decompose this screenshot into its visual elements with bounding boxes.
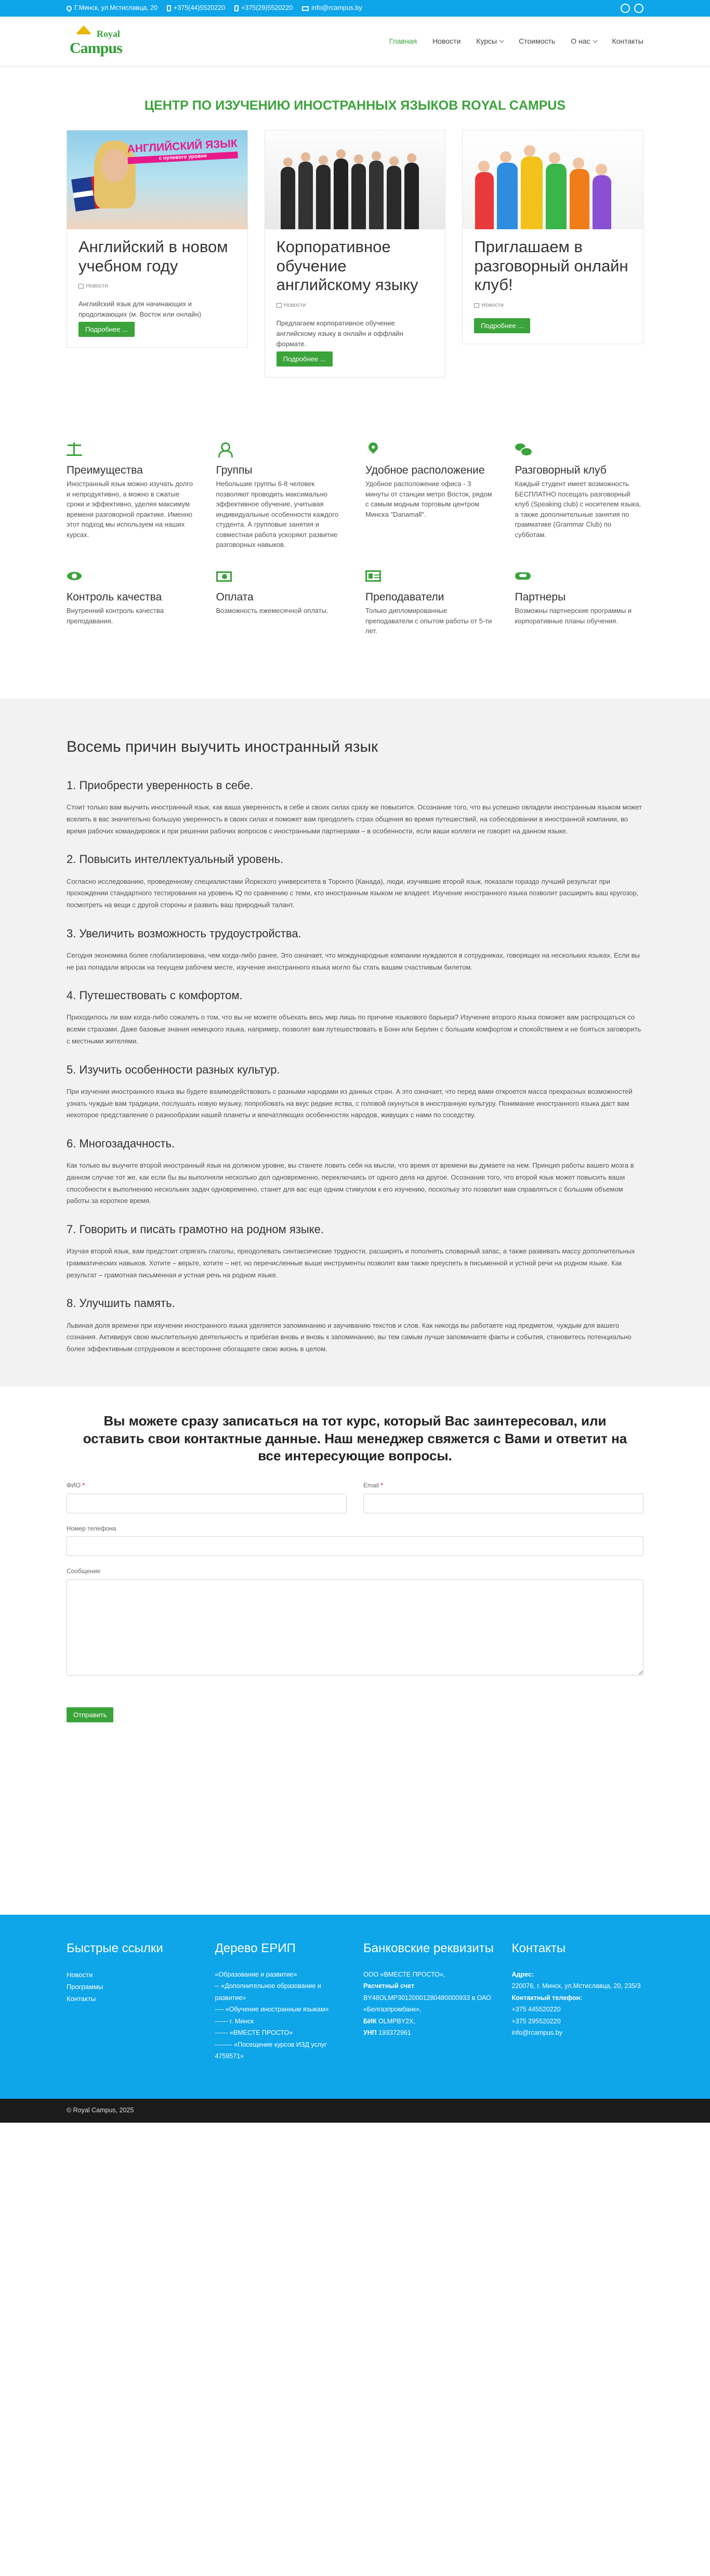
email-label-text: Email (363, 1482, 379, 1489)
person-graphic (369, 161, 384, 229)
reason-title: 2. Повысить интеллектуальный уровень. (67, 853, 284, 866)
bank-line (363, 2027, 495, 2039)
reason-text: Приходилось ли вам когда-либо сожалеть о том, что вы не можете объехать весь мир лишь по причине языкового барьера? Изучение второго языка поможет вам распрощаться со всеми страхами. Даже базовые знания немецкого языка, например, позволят вам путешествовать в Бонн или Берлин с большим комфортом и спокойствием и не бояться заговорить с местными жителями. (67, 1013, 641, 1045)
feature-item (515, 440, 644, 550)
nav-contacts[interactable] (612, 36, 643, 47)
telegram-icon[interactable] (634, 4, 643, 13)
feature-text: Иностранный язык можно изучать долго и непродуктивно, а можно в сжатые сроки и эффективно, уделяя максимум времени разговорной практике. Именно этот подход мы используем на наших курсах. (67, 480, 193, 539)
bank-line (363, 1992, 495, 2016)
bank-account: BY48OLMP30120001280480000933 в ОАО «Белгазпромбанк», (363, 1994, 491, 2013)
feature-text: Каждый студент имеет возможность БЕСПЛАТНО посещать разговорный клуб (Speaking club) с носителем языка, а также дополнительные занятия по грамматике (Grammar Club) по субботам. (515, 480, 641, 539)
person-graphic (281, 167, 295, 229)
erip-line: «Образование и развитие» (215, 1970, 297, 1978)
reason-text: При изучении иностранного языка вы будете взаимодействовать с разными народами из данных стран. А это означает, что перед вами откроется масса прекрасных возможностей узнать чуждые вам традиции, послушать новую музыку, попробовать на вкус редкие яства, с головой окунуться в иностранную культуру. Понимание иностранного языка даст вам некоторое представление о разнообразии нашей планеты и впечатляющих особенностях народов, живущих с нами по соседству. (67, 1087, 633, 1119)
address-text: Г.Минск, ул.Мстиславца, 20 (74, 4, 158, 12)
card-excerpt: Английский язык для начинающих и продолжающих (м. Восток или онлайн) (78, 300, 202, 319)
person-graphic (521, 156, 543, 229)
phone-icon (167, 5, 171, 11)
image-caption-small: с нулевого уровня (128, 151, 239, 164)
user-icon (216, 442, 232, 456)
unp-value: 193372961 (376, 2029, 411, 2037)
name-label (67, 1481, 347, 1490)
category-label: Новости (481, 302, 504, 308)
person-graphic (546, 164, 567, 229)
nav-label: Контакты (612, 37, 643, 46)
phone-icon (234, 5, 239, 11)
reason-title: 4. Путешествовать с комфортом. (67, 989, 243, 1002)
feature-item (515, 567, 644, 636)
feature-title: Группы (216, 464, 253, 477)
feature-item (365, 440, 494, 550)
bank-company: ООО «ВМЕСТЕ ПРОСТО», (363, 1970, 445, 1978)
nav-home[interactable] (389, 36, 417, 47)
features-grid (67, 440, 643, 636)
person-graphic (351, 164, 366, 229)
id-card-icon (365, 570, 381, 582)
person-graphic (570, 169, 589, 229)
footer-heading: Быстрые ссылки (67, 1941, 163, 1955)
phone-1-link[interactable]: +375(44)5520220 (174, 4, 226, 12)
unp-label: УНП (363, 2029, 377, 2037)
person-graphic (298, 162, 313, 229)
nav-label: Главная (389, 37, 417, 46)
reason-text: Сегодня экономика более глобализирована, чем когда-либо ранее. Это означает, что международные компании нуждаются в сотрудниках, говорящих на нескольких языках. Если вы не раз попадали впросак на текущем рабочем месте, изучение иностранного языка могло бы стать вашим счастливым билетом. (67, 951, 640, 971)
address-item (67, 3, 157, 13)
feature-item (67, 440, 195, 550)
site-footer (0, 1915, 710, 2099)
read-more-button[interactable]: Подробнее ... (277, 351, 333, 367)
feature-text: Возможны партнерские программы и корпоративные планы обучения. (515, 607, 632, 625)
reason-item (67, 925, 643, 974)
folder-icon (78, 284, 84, 289)
reason-item (67, 777, 643, 837)
person-graphic (593, 175, 611, 229)
folder-icon (277, 303, 282, 308)
reason-text: Как только вы выучите второй иностранный язык на должном уровне, вы станете ловить себя на мысли, что время от времени вы думаете на нем. Принцип работы вашего мозга в данном случае тот же, как если бы вы выполняли несколько дел одновременно, переключаясь от одного дела на другое. Осознание того, что второй язык может повысить ваши способности к выполнению нескольких задач одновременно, станет для вас еще одним стимулом к его изучению, поскольку это позволит вам справляться с большим объемом работы за короткое время. (67, 1161, 634, 1205)
news-card (265, 130, 446, 377)
reason-text: Изучая второй язык, вам предстоит спрягать глаголы, преодолевать синтаксические трудности, расширять и пополнять словарный запас, а также развивать массу дополнительных грамматических навыков. Хотите – верьте, хотите – нет, но перечисленные выше инструменты позволят вам также преуспеть в письменной и устной речи на родном языке. Как результат – грамотная письменная и устная речь на родном языке. (67, 1247, 635, 1279)
card-category[interactable] (474, 301, 632, 310)
crown-icon (77, 27, 90, 34)
nav-label: Курсы (476, 37, 497, 46)
phone-item[interactable] (234, 3, 293, 13)
logo-royal: Royal (97, 29, 120, 39)
feature-text: Небольшие группы 6-8 человек позволяют проводить максимально эффективное обучение, учитывая индивидуальные особенности каждого студента. А групповые занятия и совместная работа ускоряют развитие разговорных навыков. (216, 480, 338, 549)
email-field[interactable] (363, 1494, 643, 1513)
footer-phone-2[interactable]: +375 295520220 (511, 2017, 561, 2025)
bank-account-label: Расчетный счет (363, 1982, 415, 1990)
reason-item (67, 1135, 643, 1207)
message-label: Сообщение (67, 1567, 101, 1575)
news-card (462, 130, 643, 344)
form-heading: Вы можете сразу записаться на тот курс, который Вас заинтересовал, или оставить свои контактные данные. Наш менеджер свяжется с Вами и ответит на все интересующие вопросы. (83, 1413, 627, 1464)
email-item[interactable] (302, 3, 362, 13)
footer-heading: Дерево ЕРИП (215, 1941, 296, 1955)
feature-text: Внутренний контроль качества преподавания. (67, 607, 164, 625)
reason-title: 1. Приобрести уверенность в себе. (67, 779, 254, 792)
address-label: Адрес: (511, 1970, 534, 1978)
reason-title: 6. Многозадачность. (67, 1137, 175, 1150)
footer-phone-1[interactable]: +375 445520220 (511, 2006, 561, 2013)
nav-label: Новости (432, 37, 461, 46)
site-header (0, 17, 710, 67)
submit-button[interactable]: Отправить (67, 1707, 113, 1722)
reason-text: Львиная доля времени при изучении иностранного языка уделяется запоминанию и заучиванию текстов и слов. Как никогда вы работаете над предметом, чуждым для вашего сознания. Активируя свою мыслительную деятельность и прибегая вновь и вновь к запоминанию, вы тем самым лучше запоминаете факты и события, становитесь потенциально более эффективным сотрудником и всесторонне обогащаете свою жизнь в целом. (67, 1321, 632, 1353)
email-link[interactable]: info@rcampus.by (311, 4, 362, 12)
footer-link-programs[interactable]: Программы (67, 1983, 103, 1991)
nav-label: Стоимость (519, 37, 556, 46)
phone-item[interactable] (167, 3, 225, 13)
reason-item (67, 1221, 643, 1281)
person-graphic (334, 159, 348, 229)
reason-item (67, 851, 643, 911)
site-logo[interactable] (67, 25, 139, 58)
phone-label: Контактный телефон: (511, 1994, 583, 2002)
card-title[interactable]: Приглашаем в разговорный онлайн клуб! (474, 238, 628, 294)
reason-text: Стоит только вам выучить иностранный язык, как ваша уверенность в себе и своих силах сразу же повысится. Осознание того, что вы успешно овладели иностранным языком может вселить в вас значительно большую уверенность в своих силах и поможет вам преодолеть страх общения во время путешествий, на собеседовании в иностранной компании, во время рабочих командировок и при решении рабочих вопросов с иностранными партнерами – в особенности, если ваши коллеги не говорят на данном языке. (67, 803, 642, 835)
read-more-button[interactable]: Подробнее ... (474, 318, 530, 333)
phone-label: Номер телефона (67, 1524, 116, 1532)
read-more-button[interactable]: Подробнее ... (78, 322, 135, 337)
feature-title: Оплата (216, 591, 254, 603)
folder-icon (474, 303, 479, 308)
social-links (621, 4, 643, 13)
email-label (363, 1481, 643, 1490)
top-bar (0, 0, 710, 17)
footer-contacts (512, 1941, 644, 2062)
nav-news[interactable] (432, 36, 461, 47)
feature-item (365, 567, 494, 636)
reason-item (67, 1294, 643, 1355)
nav-courses[interactable] (476, 36, 503, 47)
handshake-icon (515, 569, 531, 583)
footer-email[interactable]: info@rcampus.by (511, 2029, 562, 2037)
bank-line (363, 2016, 495, 2028)
copyright-bar (0, 2099, 710, 2123)
feature-title: Партнеры (515, 591, 566, 603)
money-icon (216, 571, 232, 582)
category-label: Новости (283, 302, 306, 308)
card-excerpt: Предлагаем корпоративное обучение английскому языку в онлайн и оффлайн формате. (276, 319, 403, 348)
reason-title: 8. Улучшить память. (67, 1297, 175, 1310)
feature-title: Контроль качества (67, 591, 162, 603)
footer-quick-links (67, 1941, 199, 2062)
card-category[interactable] (78, 282, 236, 291)
erip-line: ------ г. Минск (215, 2017, 254, 2025)
feature-text: Только дипломированные преподаватели с опытом работы от 5-ти лет. (365, 607, 492, 635)
card-category[interactable] (277, 301, 434, 310)
chevron-down-icon (593, 38, 597, 43)
speaking-club-image[interactable] (463, 130, 643, 229)
feature-text: Возможность ежемесячной оплаты. (216, 607, 328, 615)
scale-icon (67, 442, 82, 456)
map-pin-icon (65, 5, 73, 12)
person-graphic (404, 163, 419, 229)
required-mark: * (380, 1482, 384, 1489)
image-caption (127, 138, 239, 164)
instagram-icon[interactable] (621, 4, 630, 13)
feature-text: Удобное расположение офиса - 3 минуты от станции метро Восток, рядом с самым модным торговым центром Минска "Danamall". (365, 480, 492, 518)
category-label: Новости (86, 283, 108, 290)
mail-icon (302, 6, 309, 11)
reason-title: 7. Говорить и писать грамотно на родном языке. (67, 1223, 324, 1236)
card-title[interactable]: Корпоративное обучение английскому языку (276, 238, 418, 294)
footer-heading: Банковские реквизиты (363, 1941, 494, 1955)
reason-text: Согласно исследованию, проведенному специалистами Йоркского университета в Торонто (Канада), люди, изучившие второй язык, показали гораздо лучший результат при прохождении стандартного тестирования на уровень IQ по сравнению с теми, кто иностранным языком не владеет. Изучение иностранного языка позволит расширить ваш кругозор, посмотреть на вещи с другой стороны и развить ваш природный талант. (67, 877, 639, 909)
feature-title: Преподаватели (365, 591, 444, 603)
name-field[interactable] (67, 1494, 347, 1513)
footer-link-news[interactable]: Новости (67, 1970, 93, 1979)
erip-line: ---- «Обучение иностранным языкам» (215, 2006, 329, 2013)
contact-form-section (0, 1387, 710, 1816)
nav-label: О нас (571, 37, 590, 46)
location-icon (365, 442, 381, 456)
name-label-text: ФИО (67, 1482, 81, 1489)
english-course-image[interactable] (67, 130, 247, 229)
bank-line (363, 1969, 495, 1981)
eye-icon (67, 569, 82, 583)
person-graphic (316, 165, 331, 229)
footer-link-contacts[interactable]: Контакты (67, 1995, 96, 2003)
feature-item (216, 567, 345, 636)
message-field[interactable] (67, 1579, 643, 1676)
page-title: ЦЕНТР ПО ИЗУЧЕНИЮ ИНОСТРАННЫХ ЯЗЫКОВ ROYAL CAMPUS (144, 98, 566, 113)
logo-campus: Campus (70, 40, 122, 57)
corporate-team-image[interactable] (265, 130, 445, 229)
nav-about[interactable] (571, 36, 596, 47)
feature-item (67, 567, 195, 636)
feature-item (216, 440, 345, 550)
chat-icon (515, 442, 531, 456)
erip-line: -------- «Посещение курсов ИЗД услуг 4759571» (215, 2041, 327, 2060)
feature-title: Разговорный клуб (515, 464, 607, 477)
person-graphic (475, 172, 494, 229)
person-graphic (497, 163, 518, 229)
bik-value: OLMPBY2X, (376, 2017, 415, 2025)
phone-2-link[interactable]: +375(29)5520220 (241, 4, 293, 12)
required-mark: * (82, 1482, 85, 1489)
news-card (67, 130, 248, 348)
reason-title: 3. Увеличить возможность трудоустройства. (67, 926, 301, 940)
bank-line (363, 1980, 495, 1992)
footer-bank-details (363, 1941, 495, 2062)
reason-item (67, 987, 643, 1047)
footer-erip (215, 1941, 347, 2062)
erip-line: ------ «ВМЕСТЕ ПРОСТО» (215, 2029, 293, 2037)
bik-label: БИК (363, 2017, 377, 2025)
reason-item (67, 1061, 643, 1121)
copyright-text: © Royal Campus, 2025 (67, 2107, 134, 2114)
face-graphic (101, 149, 128, 182)
nav-pricing[interactable] (519, 36, 555, 47)
reason-title: 5. Изучить особенности разных культур. (67, 1063, 280, 1076)
person-graphic (387, 166, 401, 229)
main-nav (389, 36, 643, 47)
erip-line: -- «Дополнительное образование и развитие» (215, 1982, 321, 2002)
reasons-section (0, 699, 710, 1387)
card-title[interactable]: Английский в новом учебном году (78, 238, 228, 275)
image-caption-big: АНГЛИЙСКИЙ ЯЗЫК (127, 137, 238, 155)
phone-field[interactable] (67, 1536, 643, 1556)
footer-address: 220076, г. Минск, ул.Мстиславца, 20, 235/3 (511, 1982, 641, 1990)
feature-title: Преимущества (67, 464, 143, 477)
chevron-down-icon (499, 38, 504, 43)
reasons-heading: Восемь причин выучить иностранный язык (67, 738, 378, 755)
feature-title: Удобное расположение (365, 464, 485, 477)
news-cards (67, 130, 643, 377)
footer-heading: Контакты (511, 1941, 566, 1955)
